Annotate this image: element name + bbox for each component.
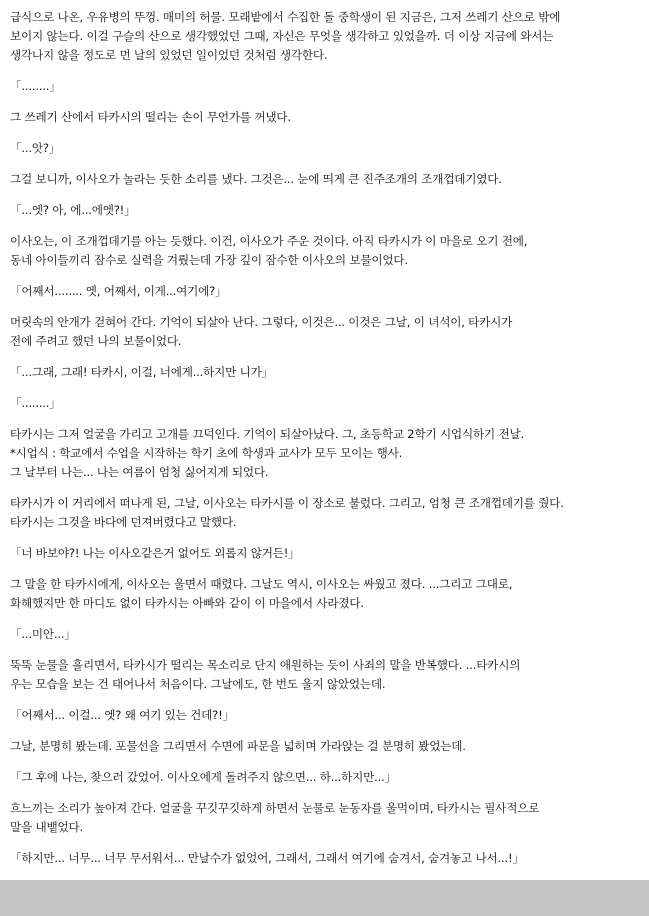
dialogue-line <box>10 625 642 644</box>
dialogue-line <box>10 139 642 158</box>
paragraph <box>10 170 642 189</box>
paragraph <box>10 656 642 694</box>
paragraph <box>10 799 642 837</box>
dialogue-line <box>10 544 642 563</box>
dialogue-line <box>10 282 642 301</box>
text-line: 우는 모습을 보는 건 태어나서 처음이다. 그날에도, 한 번도 울지 않았었는데. <box>10 677 386 691</box>
text-line: 「........」 <box>10 396 61 410</box>
text-line: 「그 후에 나는, 찾으러 갔었어. 이사오에게 돌려주지 않으면... 하...하지만...」 <box>10 770 396 784</box>
text-line: 생각나지 않을 정도로 먼 날의 있었던 일이었던 것처럼 생각한다. <box>10 48 328 62</box>
text-line: 보이지 않는다. 이걸 구슬의 산으로 생각했었던 그때, 자신은 무엇을 생각하고 있었을까. 더 이상 지금에 와서는 <box>10 29 554 43</box>
dialogue-line <box>10 201 642 220</box>
text-line: 그 말을 한 타카시에게, 이사오는 울면서 때렸다. 그날도 역시, 이사오는 싸웠고 졌다. ...그리고 그대로, <box>10 577 513 591</box>
paragraph <box>10 313 642 351</box>
paragraph <box>10 494 642 532</box>
dialogue-line <box>10 849 642 868</box>
text-line: 「어째서... 이걸... 엣? 왜 여기 있는 건데?!」 <box>10 708 234 722</box>
dialogue-line <box>10 768 642 787</box>
dialogue-line <box>10 363 642 382</box>
dialogue-line <box>10 706 642 725</box>
text-line: 그 쓰레기 산에서 타카시의 떨리는 손이 무언가를 꺼냈다. <box>10 110 291 124</box>
text-line: 「...엣? 아, 에...에엣?!」 <box>10 203 136 217</box>
paragraph <box>10 575 642 613</box>
paragraph <box>10 232 642 270</box>
text-line: 말을 내뱉었다. <box>10 820 83 834</box>
paragraph <box>10 425 642 482</box>
text-line: 타카시는 그것을 바다에 던져버렸다고 말했다. <box>10 515 237 529</box>
text-line: 그 날부터 나는... 나는 여름이 엄청 싫어지게 되었다. <box>10 465 269 479</box>
text-line: 흐느끼는 소리가 높아져 간다. 얼굴을 꾸깃꾸깃하게 하면서 눈물로 눈동자를 울먹이며, 타카시는 필사적으로 <box>10 801 540 815</box>
paragraph <box>10 737 642 756</box>
text-line: 「하지만... 너무... 너무 무서워서... 만날수가 없었어, 그래서, 그래서 여기에 숨겨서, 숨겨놓고 나서...!」 <box>10 851 524 865</box>
text-line: 「어째서........ 엣, 어째서, 이게...여기에?」 <box>10 284 227 298</box>
text-line: 그날, 분명히 봤는데. 포물선을 그리면서 수면에 파문을 넓히며 가라앉는 걸 분명히 봤었는데. <box>10 739 466 753</box>
text-line: 이사오는, 이 조개껍데기를 아는 듯했다. 이건, 이사오가 주운 것이다. 아직 타카시가 이 마을로 오기 전에, <box>10 234 528 248</box>
paragraph <box>10 8 642 65</box>
text-line: 뚝뚝 눈물을 흘리면서, 타카시가 떨리는 목소리로 단지 애원하는 듯이 사죄의 말을 반복했다. ...타카시의 <box>10 658 521 672</box>
text-line: 타카시는 그저 얼굴을 가리고 고개를 끄덕인다. 기억이 되살아났다. 그, 초등학교 2학기 시업식하기 전날. <box>10 427 524 441</box>
text-line: 화해했지만 한 마디도 없이 타카시는 아빠와 같이 이 마을에서 사라졌다. <box>10 596 364 610</box>
text-line: 「...미안...」 <box>10 627 76 641</box>
paragraph <box>10 108 642 127</box>
text-line: 「...그래, 그래! 타카시, 이걸, 너에게...하지만 니가」 <box>10 365 274 379</box>
footnote-line: *시업식 : 학교에서 수업을 시작하는 학기 초에 학생과 교사가 모두 모이는 행사. <box>10 446 403 460</box>
dialogue-line <box>10 77 642 96</box>
text-line: 그걸 보니까, 이사오가 놀라는 듯한 소리를 냈다. 그것은... 눈에 띄게 큰 진주조개의 조개껍데기였다. <box>10 172 502 186</box>
text-line: 머릿속의 안개가 걷혀어 간다. 기억이 되살아 난다. 그렇다, 이것은... 이것은 그날, 이 녀석이, 타카시가 <box>10 315 513 329</box>
dialogue-line <box>10 394 642 413</box>
text-line: 타카시가 이 거리에서 떠나게 된, 그날, 이사오는 타카시를 이 장소로 불렀다. 그리고, 엄청 큰 조개껍데기를 줬다. <box>10 496 564 510</box>
text-line: 동네 아이들끼리 잠수로 실력을 겨뤘는데 가장 깊이 잠수한 이사오의 보물이었다. <box>10 253 408 267</box>
text-line: 「너 바보야?! 나는 이사오같은거 없어도 외롭지 않거든!」 <box>10 546 300 560</box>
text-line: 「........」 <box>10 79 61 93</box>
text-line: 「...앗?」 <box>10 141 61 155</box>
text-line: 전에 주려고 했던 나의 보물이었다. <box>10 334 182 348</box>
text-line: 급식으로 나온, 우유병의 뚜껑. 매미의 허물. 모래밭에서 수집한 돌 중학생이 된 지금은, 그저 쓰레기 산으로 밖에 <box>10 10 561 24</box>
document-body <box>10 8 642 868</box>
